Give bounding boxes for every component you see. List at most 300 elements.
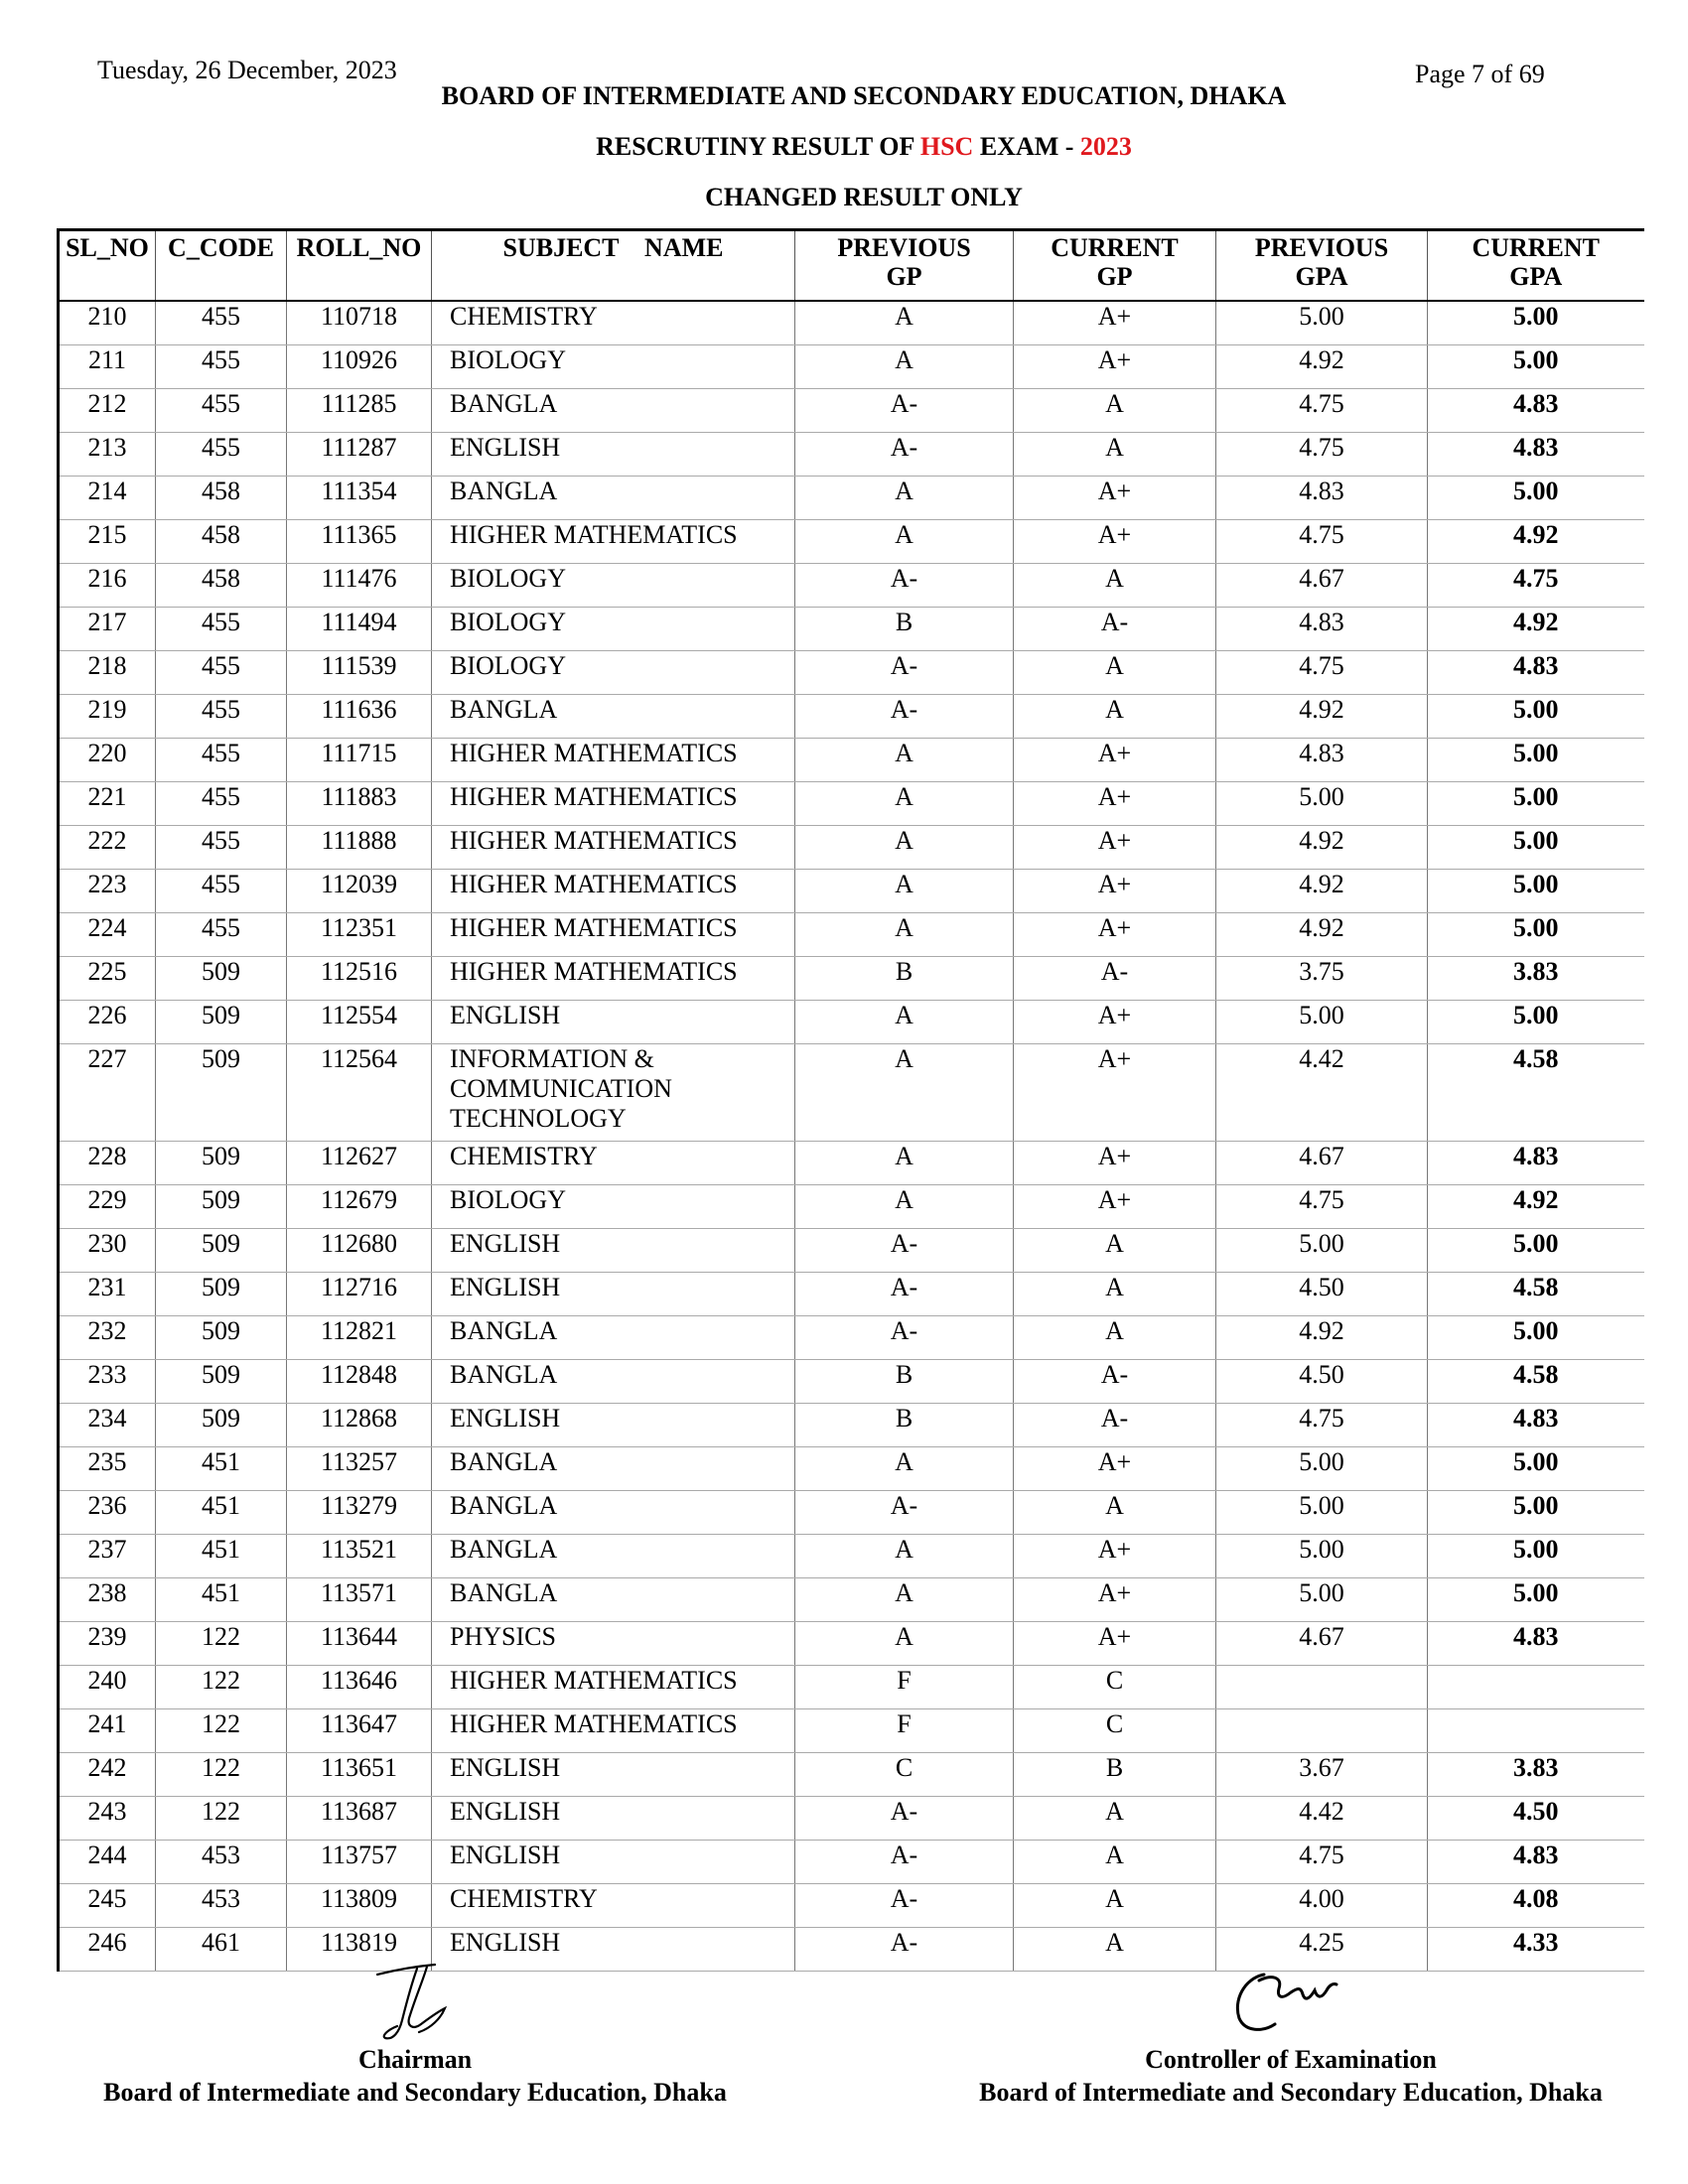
subject-name-cell: HIGHER MATHEMATICS [432,826,795,870]
current-gpa-cell: 5.00 [1428,1491,1644,1535]
previous-gp-cell: A- [795,433,1014,477]
previous-gpa-cell: 4.75 [1216,1185,1428,1229]
current-gp-cell: C [1014,1666,1216,1709]
subject-name-cell: HIGHER MATHEMATICS [432,1709,795,1753]
sl-no-cell: 213 [59,433,156,477]
table-body [59,301,1644,1972]
table-row [59,1316,1644,1360]
sl-no-cell: 210 [59,301,156,345]
current-gpa-cell: 5.00 [1428,913,1644,957]
previous-gpa-cell: 4.92 [1216,913,1428,957]
roll-no-cell: 113687 [287,1797,432,1841]
roll-no-cell: 113257 [287,1447,432,1491]
roll-no-cell: 113757 [287,1841,432,1884]
current-gp-cell: A+ [1014,782,1216,826]
c-code-cell: 509 [156,1001,287,1044]
current-gp-cell: A+ [1014,1044,1216,1142]
roll-no-cell: 111883 [287,782,432,826]
c-code-cell: 455 [156,651,287,695]
controller-title: Controller of Examination [1145,2045,1437,2074]
subject-name-cell: BANGLA [432,695,795,739]
previous-gp-cell: A- [795,1797,1014,1841]
controller-signature [1219,1961,1378,2045]
previous-gpa-cell: 4.75 [1216,389,1428,433]
subject-name-cell: CHEMISTRY [432,1884,795,1928]
subject-name-cell: BANGLA [432,1316,795,1360]
column-header: CURRENT GPA [1428,230,1644,302]
roll-no-cell: 111354 [287,477,432,520]
previous-gp-cell: B [795,957,1014,1001]
subject-name-cell: ENGLISH [432,1404,795,1447]
chairman-title: Chairman [357,2045,473,2074]
roll-no-cell: 112679 [287,1185,432,1229]
current-gpa-cell: 4.58 [1428,1360,1644,1404]
previous-gp-cell: A [795,1447,1014,1491]
subject-name-cell: BIOLOGY [432,608,795,651]
table-row [59,477,1644,520]
table-row [59,1709,1644,1753]
current-gpa-cell: 4.83 [1428,1142,1644,1185]
title-prefix: RESCRUTINY RESULT OF [596,132,920,161]
sl-no-cell: 239 [59,1622,156,1666]
subject-name-cell: ENGLISH [432,1928,795,1972]
sl-no-cell: 214 [59,477,156,520]
previous-gp-cell: B [795,608,1014,651]
current-gp-cell: A+ [1014,301,1216,345]
previous-gpa-cell: 4.75 [1216,433,1428,477]
subject-name-cell: ENGLISH [432,433,795,477]
table-row [59,1753,1644,1797]
current-gp-cell: A+ [1014,1447,1216,1491]
table-row [59,520,1644,564]
previous-gp-cell: A [795,870,1014,913]
roll-no-cell: 112516 [287,957,432,1001]
table-row [59,1273,1644,1316]
table-row [59,433,1644,477]
column-header: PREVIOUS GP [795,230,1014,302]
sl-no-cell: 238 [59,1578,156,1622]
table-row [59,1447,1644,1491]
previous-gp-cell: A [795,520,1014,564]
current-gpa-cell: 3.83 [1428,957,1644,1001]
subject-name-cell: BANGLA [432,477,795,520]
subject-name-cell: HIGHER MATHEMATICS [432,782,795,826]
results-table [57,228,1644,1972]
roll-no-cell: 113646 [287,1666,432,1709]
c-code-cell: 122 [156,1666,287,1709]
exam-year: 2023 [1079,132,1132,161]
current-gpa-cell: 5.00 [1428,1535,1644,1578]
previous-gpa-cell: 4.67 [1216,1622,1428,1666]
previous-gpa-cell: 5.00 [1216,1447,1428,1491]
roll-no-cell: 113521 [287,1535,432,1578]
previous-gpa-cell: 5.00 [1216,301,1428,345]
current-gpa-cell: 5.00 [1428,345,1644,389]
sl-no-cell: 242 [59,1753,156,1797]
table-row [59,389,1644,433]
previous-gpa-cell: 4.75 [1216,1841,1428,1884]
current-gp-cell: A [1014,1273,1216,1316]
current-gp-cell: A- [1014,608,1216,651]
c-code-cell: 455 [156,301,287,345]
c-code-cell: 509 [156,1185,287,1229]
report-subtitle: CHANGED RESULT ONLY [705,183,1023,211]
current-gp-cell: A [1014,651,1216,695]
previous-gp-cell: A [795,345,1014,389]
table-row [59,870,1644,913]
subject-name-cell: ENGLISH [432,1841,795,1884]
roll-no-cell: 111494 [287,608,432,651]
current-gp-cell: A+ [1014,826,1216,870]
previous-gp-cell: A- [795,1841,1014,1884]
sl-no-cell: 231 [59,1273,156,1316]
previous-gpa-cell: 3.67 [1216,1753,1428,1797]
current-gp-cell: A [1014,1229,1216,1273]
sl-no-cell: 211 [59,345,156,389]
current-gpa-cell: 4.75 [1428,564,1644,608]
table-row [59,1491,1644,1535]
current-gp-cell: A+ [1014,477,1216,520]
current-gp-cell: A [1014,1491,1216,1535]
current-gpa-cell: 5.00 [1428,695,1644,739]
roll-no-cell: 112716 [287,1273,432,1316]
subject-name-cell: ENGLISH [432,1273,795,1316]
previous-gpa-cell: 4.92 [1216,1316,1428,1360]
previous-gp-cell: A- [795,1928,1014,1972]
subject-name-cell: BANGLA [432,1491,795,1535]
roll-no-cell: 110718 [287,301,432,345]
roll-no-cell: 112627 [287,1142,432,1185]
sl-no-cell: 233 [59,1360,156,1404]
previous-gp-cell: A [795,1535,1014,1578]
previous-gp-cell: A- [795,1273,1014,1316]
sl-no-cell: 236 [59,1491,156,1535]
table-row [59,1044,1644,1142]
c-code-cell: 455 [156,389,287,433]
c-code-cell: 455 [156,913,287,957]
sl-no-cell: 246 [59,1928,156,1972]
roll-no-cell: 113571 [287,1578,432,1622]
subject-name-cell: HIGHER MATHEMATICS [432,520,795,564]
current-gp-cell: A+ [1014,345,1216,389]
current-gpa-cell: 4.92 [1428,1185,1644,1229]
previous-gpa-cell: 5.00 [1216,1229,1428,1273]
table-row [59,564,1644,608]
previous-gpa-cell: 4.25 [1216,1928,1428,1972]
subject-name-cell: BANGLA [432,1535,795,1578]
current-gpa-cell: 4.83 [1428,1841,1644,1884]
roll-no-cell: 113644 [287,1622,432,1666]
sl-no-cell: 244 [59,1841,156,1884]
previous-gp-cell: A- [795,1316,1014,1360]
table-row [59,1928,1644,1972]
subject-name-cell: ENGLISH [432,1229,795,1273]
c-code-cell: 455 [156,433,287,477]
sl-no-cell: 218 [59,651,156,695]
sl-no-cell: 227 [59,1044,156,1142]
roll-no-cell: 111539 [287,651,432,695]
previous-gp-cell: A [795,782,1014,826]
c-code-cell: 122 [156,1797,287,1841]
current-gp-cell: A [1014,695,1216,739]
previous-gpa-cell: 3.75 [1216,957,1428,1001]
sl-no-cell: 235 [59,1447,156,1491]
sl-no-cell: 226 [59,1001,156,1044]
table-header-row [59,230,1644,302]
c-code-cell: 509 [156,1273,287,1316]
roll-no-cell: 112564 [287,1044,432,1142]
previous-gpa-cell: 4.92 [1216,345,1428,389]
roll-no-cell: 113651 [287,1753,432,1797]
c-code-cell: 509 [156,1404,287,1447]
previous-gp-cell: A- [795,651,1014,695]
previous-gpa-cell: 4.42 [1216,1044,1428,1142]
report-date: Tuesday, 26 December, 2023 [97,56,397,84]
previous-gp-cell: A- [795,564,1014,608]
current-gpa-cell: 4.83 [1428,433,1644,477]
current-gpa-cell: 4.33 [1428,1928,1644,1972]
previous-gpa-cell: 4.83 [1216,739,1428,782]
previous-gpa-cell [1216,1666,1428,1709]
c-code-cell: 455 [156,826,287,870]
sl-no-cell: 217 [59,608,156,651]
roll-no-cell: 112868 [287,1404,432,1447]
subject-name-cell: BANGLA [432,1578,795,1622]
current-gpa-cell: 5.00 [1428,782,1644,826]
sl-no-cell: 243 [59,1797,156,1841]
table-row [59,1229,1644,1273]
controller-organization: Board of Intermediate and Secondary Education, Dhaka [979,2078,1603,2107]
previous-gp-cell: A [795,826,1014,870]
sl-no-cell: 224 [59,913,156,957]
subject-name-cell: HIGHER MATHEMATICS [432,1666,795,1709]
sl-no-cell: 229 [59,1185,156,1229]
current-gpa-cell: 4.50 [1428,1797,1644,1841]
c-code-cell: 458 [156,520,287,564]
current-gp-cell: A+ [1014,1185,1216,1229]
exam-name: HSC [919,132,974,161]
current-gp-cell: A+ [1014,1142,1216,1185]
current-gp-cell: A [1014,389,1216,433]
table-row [59,913,1644,957]
c-code-cell: 509 [156,1360,287,1404]
previous-gpa-cell: 4.67 [1216,564,1428,608]
roll-no-cell: 112039 [287,870,432,913]
subject-name-cell: BANGLA [432,389,795,433]
c-code-cell: 509 [156,957,287,1001]
previous-gp-cell: A [795,1185,1014,1229]
current-gp-cell: A- [1014,957,1216,1001]
current-gpa-cell: 3.83 [1428,1753,1644,1797]
previous-gpa-cell: 4.92 [1216,826,1428,870]
column-header: ROLL_NO [287,230,432,302]
roll-no-cell: 113809 [287,1884,432,1928]
table-row [59,1622,1644,1666]
subject-name-cell: INFORMATION & COMMUNICATION TECHNOLOGY [432,1044,795,1142]
previous-gpa-cell: 4.75 [1216,1404,1428,1447]
sl-no-cell: 228 [59,1142,156,1185]
previous-gp-cell: A [795,1001,1014,1044]
current-gpa-cell: 4.58 [1428,1044,1644,1142]
current-gp-cell: C [1014,1709,1216,1753]
c-code-cell: 509 [156,1044,287,1142]
current-gpa-cell: 4.83 [1428,389,1644,433]
table-row [59,1185,1644,1229]
c-code-cell: 122 [156,1622,287,1666]
table-row [59,1001,1644,1044]
current-gpa-cell: 4.92 [1428,520,1644,564]
previous-gpa-cell: 4.75 [1216,651,1428,695]
sl-no-cell: 225 [59,957,156,1001]
previous-gp-cell: A [795,913,1014,957]
current-gp-cell: A [1014,1884,1216,1928]
current-gp-cell: A [1014,1841,1216,1884]
c-code-cell: 451 [156,1447,287,1491]
column-header: PREVIOUS GPA [1216,230,1428,302]
c-code-cell: 451 [156,1578,287,1622]
page-number: Page 7 of 69 [1415,60,1545,88]
previous-gp-cell: A [795,1044,1014,1142]
current-gp-cell: A+ [1014,913,1216,957]
roll-no-cell: 111715 [287,739,432,782]
previous-gp-cell: A [795,1578,1014,1622]
current-gp-cell: A+ [1014,1578,1216,1622]
current-gp-cell: A+ [1014,739,1216,782]
previous-gpa-cell [1216,1709,1428,1753]
subject-name-cell: ENGLISH [432,1753,795,1797]
previous-gp-cell: A [795,1142,1014,1185]
subject-name-cell: BIOLOGY [432,345,795,389]
roll-no-cell: 111476 [287,564,432,608]
column-header: CURRENT GP [1014,230,1216,302]
c-code-cell: 451 [156,1535,287,1578]
chairman-signature-block [58,2043,773,2109]
current-gpa-cell: 5.00 [1428,1229,1644,1273]
roll-no-cell: 111888 [287,826,432,870]
table-row [59,1841,1644,1884]
current-gp-cell: B [1014,1753,1216,1797]
previous-gp-cell: A [795,477,1014,520]
current-gpa-cell [1428,1666,1644,1709]
subject-name-cell: BIOLOGY [432,564,795,608]
previous-gpa-cell: 4.75 [1216,520,1428,564]
current-gp-cell: A [1014,564,1216,608]
table-row [59,1884,1644,1928]
previous-gp-cell: C [795,1753,1014,1797]
previous-gpa-cell: 5.00 [1216,1535,1428,1578]
table-row [59,1142,1644,1185]
c-code-cell: 455 [156,695,287,739]
column-header: C_CODE [156,230,287,302]
c-code-cell: 455 [156,870,287,913]
previous-gpa-cell: 4.50 [1216,1360,1428,1404]
table-row [59,1797,1644,1841]
roll-no-cell: 113819 [287,1928,432,1972]
subject-name-cell: HIGHER MATHEMATICS [432,870,795,913]
table-row [59,826,1644,870]
board-title: BOARD OF INTERMEDIATE AND SECONDARY EDUCATION, DHAKA [441,81,1287,110]
table-row [59,345,1644,389]
current-gpa-cell: 4.83 [1428,1622,1644,1666]
subject-name-cell: CHEMISTRY [432,1142,795,1185]
subject-name-cell: HIGHER MATHEMATICS [432,739,795,782]
roll-no-cell: 111365 [287,520,432,564]
previous-gpa-cell: 4.83 [1216,608,1428,651]
current-gp-cell: A+ [1014,520,1216,564]
previous-gpa-cell: 4.92 [1216,870,1428,913]
current-gp-cell: A [1014,1928,1216,1972]
table-row [59,301,1644,345]
table-row [59,782,1644,826]
c-code-cell: 455 [156,608,287,651]
subject-name-cell: HIGHER MATHEMATICS [432,957,795,1001]
roll-no-cell: 111287 [287,433,432,477]
sl-no-cell: 245 [59,1884,156,1928]
current-gpa-cell: 4.83 [1428,651,1644,695]
previous-gp-cell: B [795,1360,1014,1404]
current-gpa-cell: 5.00 [1428,477,1644,520]
sl-no-cell: 215 [59,520,156,564]
roll-no-cell: 111285 [287,389,432,433]
current-gpa-cell: 5.00 [1428,1578,1644,1622]
c-code-cell: 455 [156,345,287,389]
sl-no-cell: 232 [59,1316,156,1360]
current-gpa-cell: 4.92 [1428,608,1644,651]
controller-signature-block [933,2043,1648,2109]
previous-gpa-cell: 5.00 [1216,1491,1428,1535]
previous-gp-cell: A- [795,389,1014,433]
chairman-signature [357,1961,487,2045]
subject-name-cell: BANGLA [432,1447,795,1491]
sl-no-cell: 230 [59,1229,156,1273]
previous-gpa-cell: 5.00 [1216,1578,1428,1622]
sl-no-cell: 240 [59,1666,156,1709]
column-header: SUBJECT NAME [432,230,795,302]
previous-gpa-cell: 5.00 [1216,782,1428,826]
current-gp-cell: A [1014,1797,1216,1841]
current-gpa-cell: 5.00 [1428,826,1644,870]
previous-gp-cell: A- [795,695,1014,739]
sl-no-cell: 234 [59,1404,156,1447]
previous-gpa-cell: 4.50 [1216,1273,1428,1316]
current-gp-cell: A+ [1014,1535,1216,1578]
subject-name-cell: ENGLISH [432,1001,795,1044]
c-code-cell: 509 [156,1142,287,1185]
sl-no-cell: 216 [59,564,156,608]
previous-gpa-cell: 4.42 [1216,1797,1428,1841]
previous-gp-cell: A [795,739,1014,782]
current-gpa-cell: 5.00 [1428,1447,1644,1491]
table-row [59,1360,1644,1404]
c-code-cell: 461 [156,1928,287,1972]
c-code-cell: 122 [156,1753,287,1797]
roll-no-cell: 112351 [287,913,432,957]
roll-no-cell: 112554 [287,1001,432,1044]
current-gpa-cell [1428,1709,1644,1753]
current-gpa-cell: 5.00 [1428,1001,1644,1044]
sl-no-cell: 223 [59,870,156,913]
c-code-cell: 122 [156,1709,287,1753]
chairman-organization: Board of Intermediate and Secondary Education, Dhaka [103,2078,727,2107]
previous-gp-cell: A- [795,1229,1014,1273]
c-code-cell: 455 [156,782,287,826]
roll-no-cell: 113647 [287,1709,432,1753]
subject-name-cell: BANGLA [432,1360,795,1404]
previous-gpa-cell: 4.92 [1216,695,1428,739]
table-row [59,1404,1644,1447]
current-gpa-cell: 5.00 [1428,739,1644,782]
current-gpa-cell: 4.58 [1428,1273,1644,1316]
